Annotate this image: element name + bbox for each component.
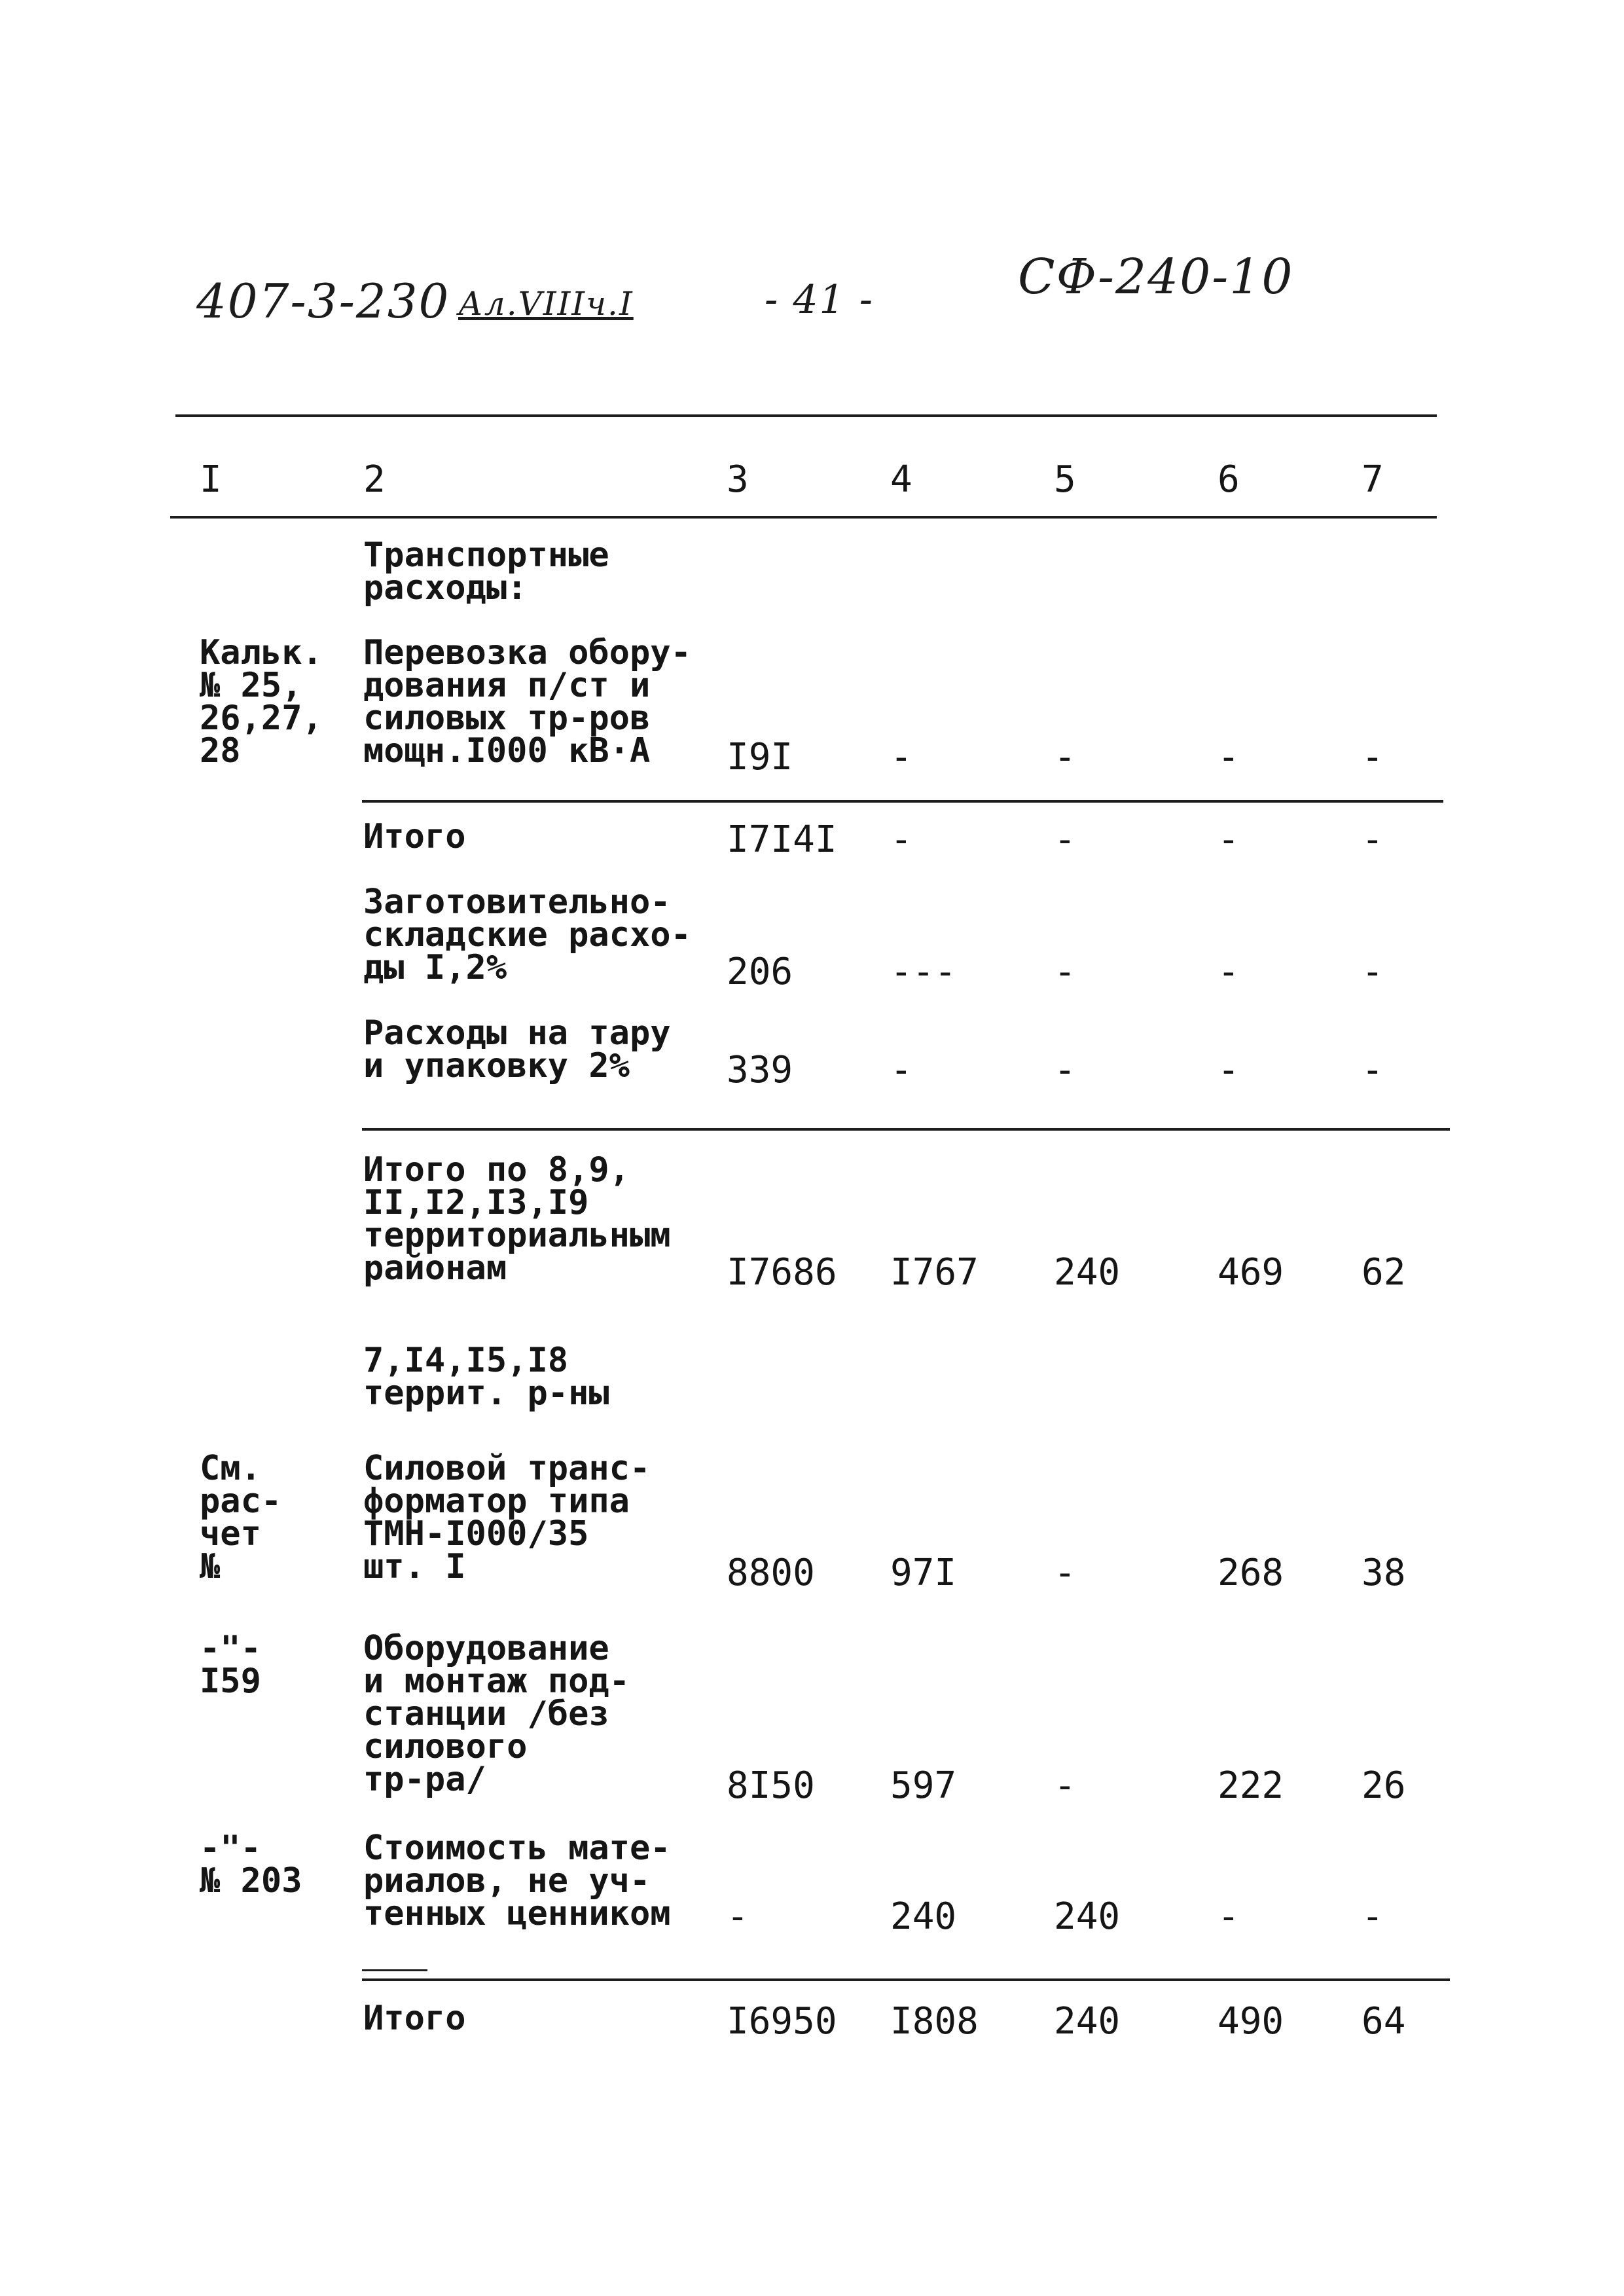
cell-col3: I7686 [727,1251,837,1294]
table-row [0,1829,1624,1938]
row-description: Стоимость мате- риалов, не уч- тенных ценником [363,1829,671,1933]
cell-col4: - [890,736,912,778]
column-number: 7 [1362,458,1384,501]
table-top-rule [175,414,1437,417]
cell-col4: - [890,1049,912,1091]
cell-col5: - [1054,1764,1076,1807]
row-description: Итого по 8,9, II,I2,I3,I9 территориальным районам [363,1150,671,1288]
column-number: 2 [363,458,386,501]
dash-mark [362,1969,427,1971]
cell-col6: - [1218,736,1240,778]
cell-col3: 8800 [727,1552,815,1594]
row-description: 7,I4,I5,I8 террит. р-ны [363,1341,609,1413]
column-number: 5 [1054,458,1076,501]
row-reference: См. рас- чет № [200,1449,282,1586]
cell-col6: - [1218,818,1240,861]
cell-col6: 268 [1218,1552,1284,1594]
cell-col7: 38 [1362,1552,1406,1594]
table-row [0,1013,1624,1091]
row-description: Транспортные расходы: [363,536,609,608]
column-number: 4 [890,458,912,501]
cell-col6: 469 [1218,1251,1284,1294]
row-reference: -"- I59 [200,1629,261,1701]
sheet-reference: Ал.VIIIч.I [458,285,634,323]
cell-col7: - [1362,736,1384,778]
subtotal-rule [362,1978,1450,1981]
cell-col5: 240 [1054,1895,1121,1938]
cell-col6: 222 [1218,1764,1284,1807]
table-row [0,1150,1624,1294]
cell-col6: - [1218,1895,1240,1938]
table-row [0,1999,1624,2043]
row-description: Силовой транс- форматор типа ТМН-I000/35 шт. I [363,1449,651,1586]
subtotal-rule [362,800,1443,803]
table-row [0,1449,1624,1594]
column-number: 6 [1218,458,1240,501]
cell-col4: 240 [890,1895,957,1938]
cell-col5: 240 [1054,2000,1121,2043]
cell-col7: - [1362,951,1384,993]
cell-col3: 206 [727,951,793,993]
document-code: 407-3-230 [196,274,450,329]
cell-col5: - [1054,1552,1076,1594]
cell-col3: I7I4I [727,818,837,861]
cell-col3: I9I [727,736,793,778]
cell-col7: 26 [1362,1764,1406,1807]
cell-col7: - [1362,818,1384,861]
table-row [0,817,1624,861]
cell-col5: 240 [1054,1251,1121,1294]
row-reference: Кальк. № 25, 26,27, 28 [200,633,323,771]
row-description: Перевозка обору- дования п/ст и силовых тр-ров мощн.I000 кВ·А [363,633,691,771]
column-number: I [200,458,222,501]
cell-col7: 64 [1362,2000,1406,2043]
cell-col4: I808 [890,2000,979,2043]
cell-col6: - [1218,1049,1240,1091]
table-row [0,1629,1624,1807]
table-row [0,883,1624,993]
page-number: - 41 - [765,277,875,323]
cell-col3: I6950 [727,2000,837,2043]
cell-col5: - [1054,736,1076,778]
project-code: СФ-240-10 [1018,249,1294,305]
header-bottom-rule [170,516,1437,519]
cell-col6: 490 [1218,2000,1284,2043]
cell-col4: 597 [890,1764,957,1807]
subtotal-rule [362,1128,1450,1131]
cell-col4: - [890,818,912,861]
cell-col3: - [727,1895,749,1938]
cell-col5: - [1054,818,1076,861]
table-row [0,536,1624,611]
table-row [0,1341,1624,1416]
column-number: 3 [727,458,749,501]
cell-col4: I767 [890,1251,979,1294]
cell-col5: - [1054,951,1076,993]
cell-col3: 8I50 [727,1764,815,1807]
cell-col5: - [1054,1049,1076,1091]
cell-col6: - [1218,951,1240,993]
row-description: Заготовительно- складские расхо- ды I,2% [363,883,691,987]
row-description: Оборудование и монтаж под- станции /без силового тр-ра/ [363,1629,630,1799]
cell-col7: - [1362,1895,1384,1938]
cell-col7: 62 [1362,1251,1406,1294]
table-row [0,633,1624,778]
cell-col4: --- [890,951,957,993]
row-description: Расходы на тару и упаковку 2% [363,1013,671,1085]
cell-col3: 339 [727,1049,793,1091]
row-description: Итого [363,1999,466,2038]
cell-col4: 97I [890,1552,957,1594]
cell-col7: - [1362,1049,1384,1091]
row-reference: -"- № 203 [200,1829,302,1901]
row-description: Итого [363,817,466,856]
